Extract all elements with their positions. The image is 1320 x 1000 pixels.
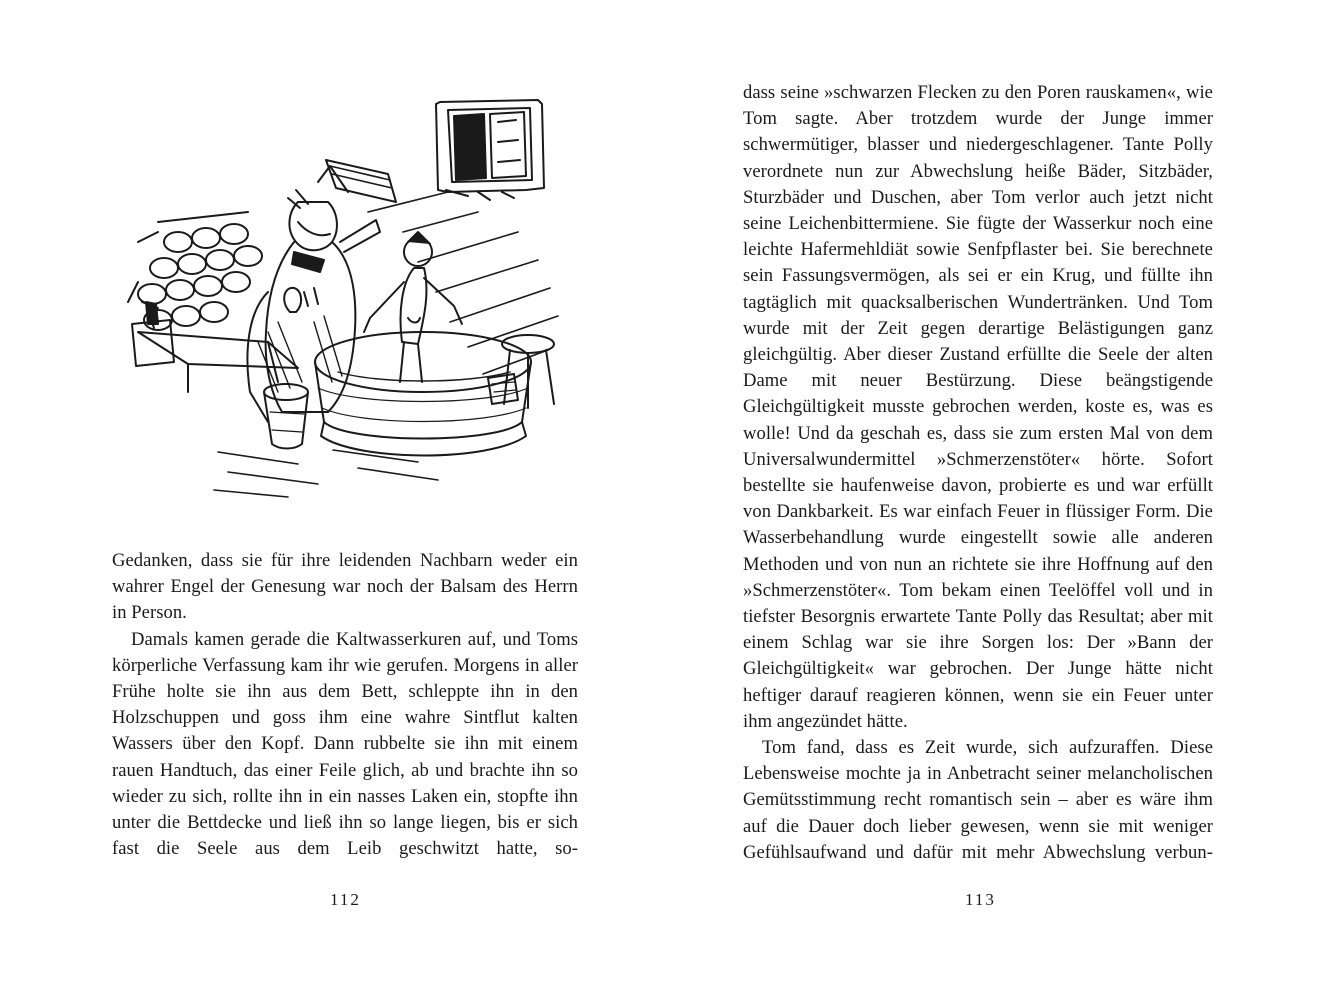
left-page-text — [112, 548, 578, 862]
right-paragraph-2: Tom fand, dass es Zeit wurde, sich aufzuraffen. Diese Lebensweise mochte ja in Anbetracht seiner melancholischen Gemütsstimmung recht romantisch sein – aber es wäre ihm auf die Dauer doch lieber gewesen, wenn sie mit weniger Gefühlsaufwand und dafür mit mehr Abwechslung verbun- — [743, 737, 1213, 863]
right-page-text — [743, 80, 1213, 866]
illustration-water-cure — [118, 92, 588, 502]
left-page-number: 112 — [330, 890, 361, 909]
window-sketch — [436, 100, 544, 200]
boy-sketch — [364, 232, 462, 382]
right-page — [660, 0, 1320, 1000]
woman-sketch — [247, 160, 396, 422]
tub-sketch — [315, 332, 531, 456]
ink-drawing — [118, 92, 588, 502]
bucket-sketch — [264, 384, 308, 449]
right-paragraph-1: dass seine »schwarzen Flecken zu den Poren rauskamen«, wie Tom sagte. Aber trotzdem wurde der Junge immer schwermütiger, blasser und niedergeschlagener. Tante Polly verordnete nun zur Abwechslung heiße Bäder, Sitzbäder, Sturzbäder und Duschen, aber Tom verlor auch jetzt nicht seine Leichenbittermiene. Sie fügte der Wasserkur noch eine leichte Hafermehldiät sowie Senfpflaster bei. Sie berechnete sein Fassungsvermögen, als sei er ein Krug, und füllte ihn tagtäglich mit quacksalberischen Wundertränken. Und Tom wurde mit der Zeit gegen derartige Belästigungen ganz gleichgültig. Aber dieser Zustand erfüllte die Seele der alten Dame mit neuer Bestürzung. Diese beängstigende Gleichgültigkeit musste gebrochen werden, koste es, was es wolle! Und da geschah es, dass sie zum ersten Mal von dem Universalwundermittel »Schmerzenstöter« hörte. Sofort bestellte sie haufenweise davon, probierte es und war erfüllt von Dankbarkeit. Es war einfach Feuer in flüssiger Form. Die Wasserbehandlung wurde eingestellt sowie alle anderen Methoden und von nun an richtete sie ihre Hoffnung auf den »Schmerzenstöter«. Tom bekam einen Teelöffel voll und in tiefster Besorgnis erwartete Tante Polly das Resultat; aber mit einem Schlag war sie ihre Sorgen los: Der »Bann der Gleichgültigkeit« war gebrochen. Der Junge hätte nicht heftiger darauf reagieren können, wenn sie ein Feuer unter ihm angezündet hätte. — [743, 82, 1213, 732]
right-page-number: 113 — [965, 890, 996, 909]
left-paragraph-2: Damals kamen gerade die Kaltwasserkuren auf, und Toms körperliche Verfassung kam ihr wie gerufen. Morgens in aller Frühe holte sie ihn aus dem Bett, schleppte ihn in den Holzschuppen und goss ihm eine wahre Sintflut kalten Wassers über den Kopf. Dann rubbelte sie ihn mit einem rauen Handtuch, das einer Feile glich, ab und brachte ihn so wieder zu sich, rollte ihn in ein nasses Laken ein, stopfte ihn unter die Bettdecke und ließ ihn so lange liegen, bis er sich fast die Seele aus dem Leib geschwitzt hatte, so- — [112, 628, 578, 860]
left-paragraph-1: Gedanken, dass sie für ihre leidenden Nachbarn weder ein wahrer Engel der Genesung war noch der Balsam des Herrn in Person. — [112, 550, 578, 624]
stool-sketch — [488, 335, 554, 408]
